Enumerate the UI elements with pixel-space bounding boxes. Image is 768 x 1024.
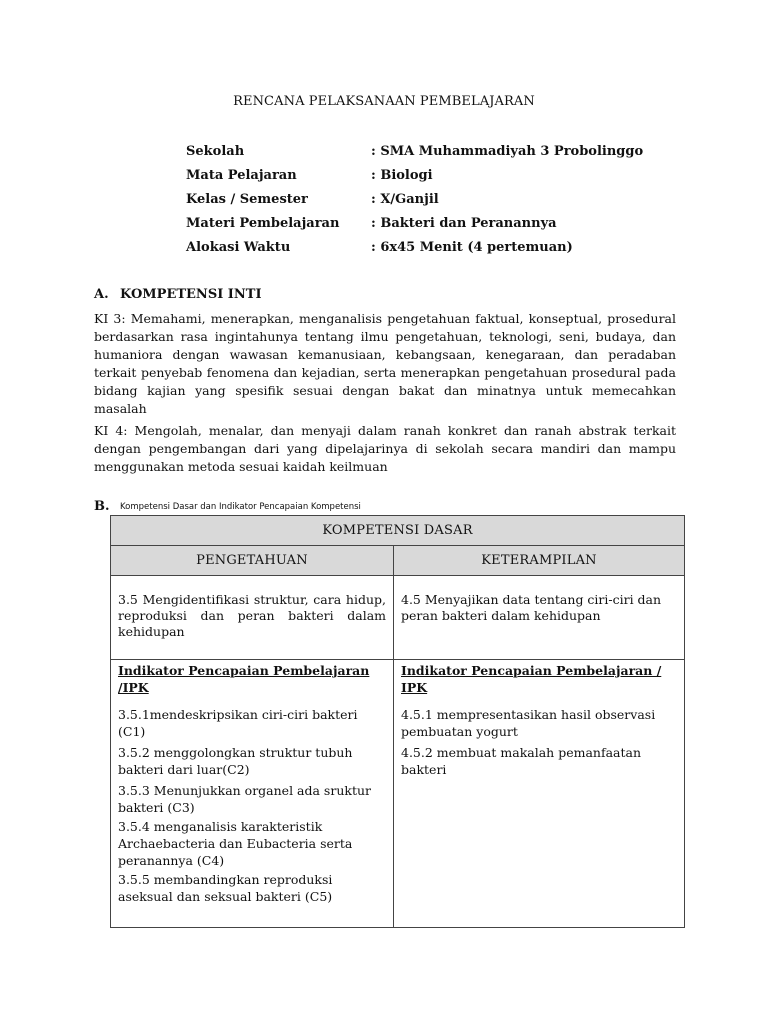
ipk-item: 3.5.1mendeskripsikan ciri-ciri bakteri (C1) (118, 707, 358, 739)
info-value: : SMA Muhammadiyah 3 Probolinggo (371, 144, 644, 159)
column-header-pengetahuan: PENGETAHUAN (111, 546, 394, 576)
kompetensi-table (110, 515, 685, 928)
ipk-item: 4.5.1 mempresentasikan hasil observasi pembuatan yogurt (401, 707, 656, 739)
info-label: Sekolah (186, 144, 245, 159)
ipk-cell-left (111, 660, 394, 928)
ipk-item: 3.5.3 Menunjukkan organel ada sruktur bakteri (C3) (118, 783, 371, 815)
ipk-cell-right (394, 660, 685, 928)
ipk-title-right: Indikator Pencapaian Pembelajaran / IPK (401, 663, 662, 695)
table-header: KOMPETENSI DASAR (111, 516, 685, 546)
info-label: Alokasi Waktu (186, 240, 291, 255)
ipk-title-left: Indikator Pencapaian Pembelajaran /IPK (118, 663, 370, 695)
ki4-paragraph: KI 4: Mengolah, menalar, dan menyaji dalam ranah konkret dan ranah abstrak terkait dengan pengembangan dari yang dipelajarinya di sekolah secara mandiri dan mampu menggunakan metoda sesuai kaidah keilmuan (94, 423, 676, 474)
section-b-heading (94, 496, 361, 514)
ki3-paragraph: KI 3: Memahami, menerapkan, menganalisis pengetahuan faktual, konseptual, prosedural berdasarkan rasa ingintahunya tentang ilmu pengetahuan, teknologi, seni, budaya, dan humaniora dengan wawasan kemanusiaan, kebangsaan, kenegaraan, dan peradaban terkait penyebab fenomena dan kejadian, serta menerapkan pengetahuan prosedural pada bidang kajian yang spesifik sesuai dengan bakat dan minatnya untuk memecahkan masalah (94, 311, 676, 416)
document-title: RENCANA PELAKSANAAN PEMBELAJARAN (233, 94, 535, 109)
info-value: : X/Ganjil (371, 192, 439, 207)
ipk-item: 3.5.4 menganalisis karakteristik Archaebacteria dan Eubacteria serta peranannya (C4) (118, 819, 353, 868)
ipk-item: 3.5.5 membandingkan reproduksi aseksual dan seksual bakteri (C5) (118, 872, 333, 904)
section-title: Kompetensi Dasar dan Indikator Pencapaian Kompetensi (120, 502, 361, 512)
kd-keterampilan: 4.5 Menyajikan data tentang ciri-ciri dan peran bakteri dalam kehidupan (401, 592, 662, 623)
section-letter: B. (94, 499, 110, 514)
section-letter: A. (94, 287, 109, 302)
kd-pengetahuan: 3.5 Mengidentifikasi struktur, cara hidup, reproduksi dan peran bakteri dalam kehidupan (118, 592, 386, 639)
section-title: KOMPETENSI INTI (120, 287, 262, 302)
info-label: Mata Pelajaran (186, 168, 297, 183)
info-label: Materi Pembelajaran (186, 216, 340, 231)
column-header-keterampilan: KETERAMPILAN (394, 546, 685, 576)
kd-cell-right (394, 576, 685, 660)
info-label: Kelas / Semester (186, 192, 308, 207)
ipk-item: 4.5.2 membuat makalah pemanfaatan bakteri (401, 745, 642, 777)
section-a-heading (94, 287, 262, 302)
info-value: : Bakteri dan Peranannya (371, 216, 557, 231)
ipk-item: 3.5.2 menggolongkan struktur tubuh bakteri dari luar(C2) (118, 745, 353, 777)
info-value: : Biologi (371, 168, 433, 183)
kd-cell-left (111, 576, 394, 660)
info-value: : 6x45 Menit (4 pertemuan) (371, 240, 573, 255)
